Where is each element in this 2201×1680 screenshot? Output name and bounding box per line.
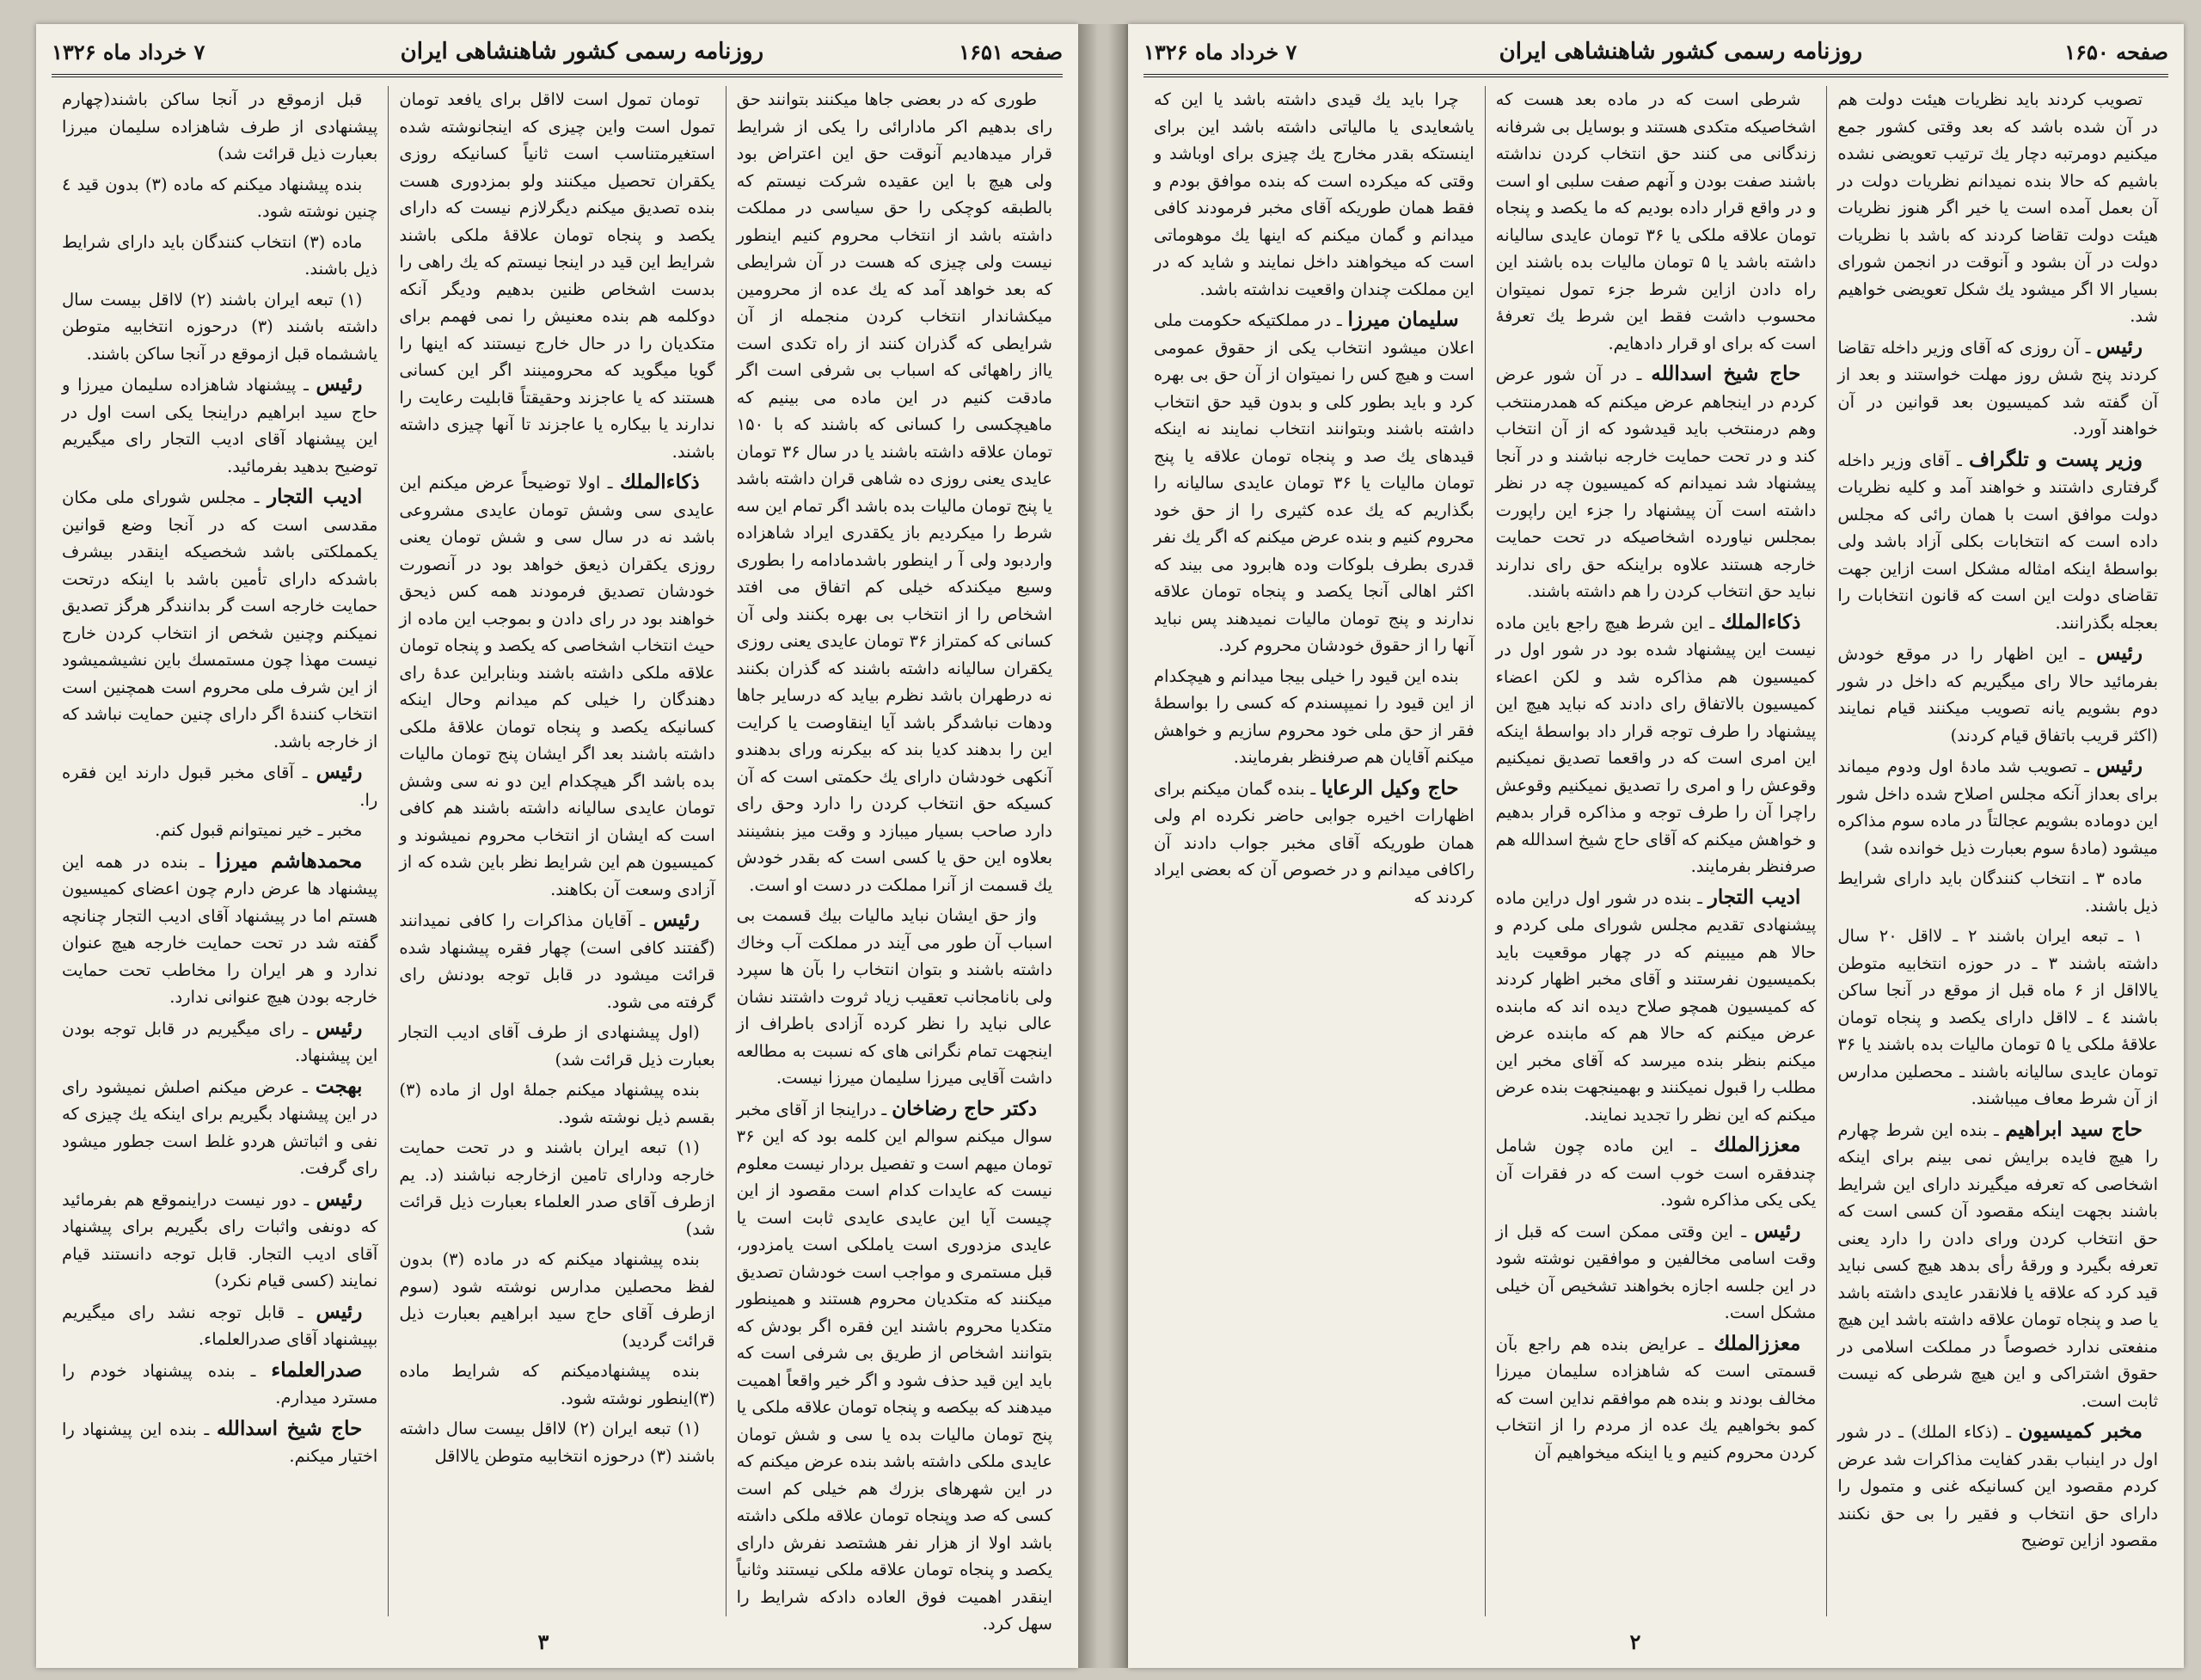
book-gutter xyxy=(1078,24,1128,1668)
speaker-name: ادیب التجار xyxy=(1707,885,1801,909)
body-paragraph: بنده پیشنهاد میکنم که ماده (۳) بدون قید ٤ چنین نوشته شود. xyxy=(62,174,378,221)
speech-text: (ذکاء الملك) ـ در شور اول در اینباب بقدر کفایت مذاکرات شد عرض کردم مقصود این کسانیکه غنی و متمول را دارای حق انتخاب و فقیر را بی حق نکنند مقصود ازاین توضیح xyxy=(1837,1422,2158,1550)
speech-paragraph xyxy=(62,758,377,813)
speaker-name: رئیس xyxy=(316,1015,363,1039)
left-column-2 xyxy=(388,86,725,1616)
speech-paragraph xyxy=(1837,1418,2158,1554)
speaker-dash: ـ xyxy=(296,375,316,395)
speaker-dash: ـ xyxy=(600,473,620,493)
speech-text: این شرط هیچ راجع باین ماده نیست این پیشنهاد شده بود در شور اول در کمیسیون هم مذاکره شد و لکن اعضاء کمیسیون بالاتفاق رای دادند که نباید هیچ این پیشنهاد را طرف توجه قرار داد بواسطهٔ اینکه این امری است که در واقعما تصدیق نمیکنیم وقوعش را و امری را تصدیق نمیکنیم وقوعش راچرا آن را طرف توجه و مذاکره قرار بدهیم و خواهش میکنم که آقای حاج شیخ اسدالله هم صرفنظر بفرمایند. xyxy=(1495,612,1817,876)
speaker-name: رئیس xyxy=(1754,1218,1801,1242)
left-page-title: روزنامه رسمی کشور شاهنشاهی ایران xyxy=(400,39,763,64)
speech-paragraph xyxy=(1837,446,2158,637)
speaker-dash: ـ xyxy=(2079,337,2097,358)
speech-text: بنده پیشنهاد خودم را مسترد میدارم. xyxy=(62,1360,378,1407)
right-footer-page-number: ۲ xyxy=(1629,1629,1641,1654)
body-paragraph: بنده این قیود را خیلی بیجا میدانم و هیچکدام از این قیود را نمیپسندم که کسی را بواسطهٔ فقر از حق ملی خود محروم سازیم و خواهش میکنم آقایان هم صرفنظر بفرمایند. xyxy=(1153,665,1474,767)
speech-paragraph xyxy=(1154,775,1474,911)
speaker-name: رئیس xyxy=(2096,754,2143,777)
speech-text: عرایض بنده هم راجع بآن قسمتی است که شاهزاده سلیمان میرزا مخالف بودند و بنده هم موافقم نداین است که کمو بخواهیم یك عده از مردم را از انتخاب کردن محروم کنیم و یا اینکه میخواهیم آن xyxy=(1495,1334,1817,1462)
speaker-dash: ـ xyxy=(1949,450,1970,470)
speech-text: آن روزی که آقای وزیر داخله تقاضا کردند پنج شش روز مهلت خواستند و بعد از آن گفته شد کمیسیون بعد قوانین در آن خواهند آورد. xyxy=(1837,337,2158,438)
body-paragraph: ماده ۳ ـ انتخاب کنندگان باید دارای شرایط ذیل باشند. xyxy=(1837,868,2158,916)
speech-text: بنده این پیشنهاد را اختیار میکنم. xyxy=(62,1419,378,1466)
speaker-dash: ـ xyxy=(1627,365,1652,384)
speaker-dash: ـ xyxy=(187,851,216,872)
body-paragraph: چرا باید یك قیدی داشته باشد یا این که یاشعایدی یا مالیاتی داشته باشد این برای اینستکه بقدر مخارج یك چیزی برای اوباشد و وقتی که میکرده است که بنده موافق بودم و فقط همان طوریکه آقای مخبر فرمودند کافی میدانم و گمان میکنم که اینها یك موهوماتی است که میخواهند داخل نمایند و شاید که در این مملکت چندان واقعیت نداشته باشد. xyxy=(1153,89,1474,299)
right-column-2 xyxy=(1485,86,1827,1616)
speech-text: در آن شور عرض کردم در اینجاهم عرض میکنم که همدرمنتخب وهم درمنتخب باید قیدشود که از آن انتخاب کند و در تحت حمایت خارجه نباشند و در آنجا پیشنهاد شد نمیدانم که کمیسیون چه در نظر داشته است آن پیشنهاد را جزء این راپورت بمجلس نیاورده اشخاصیکه در تحت حمایت خارجه هستند علاوه براینکه حق رای ندارند نباید حق انتخاب کردن را هم داشته باشند. xyxy=(1495,365,1817,601)
speaker-name: مخبر کمیسیون xyxy=(2018,1419,2143,1443)
speech-paragraph xyxy=(62,371,377,480)
speaker-dash: ـ xyxy=(196,1419,217,1439)
speech-paragraph xyxy=(62,1015,377,1070)
speaker-name: رئیس xyxy=(653,908,700,931)
speaker-dash: ـ xyxy=(294,1018,316,1039)
speech-text: این اظهار را در موقع خودش بفرمائید حالا رای میگیریم که داخل در شور دوم بشویم یانه تصویب میکنند قیام نمایند (اکثر قریب باتفاق قیام کردند) xyxy=(1837,644,2158,745)
right-page-columns xyxy=(1143,86,2168,1616)
speech-text: دراینجا از آقای مخبر سوال میکنم سوالم این کلمه بود که این ۳۶ تومان میهم است و تفصیل بردار نیست معلوم نیست که عایدات کدام است مقصود از این چیست آیا این عایدی عایدی ثابت است یا عایدی مزدوری است یاملکی است یامزدور، قبل مستمری و مواجب است خودشان تصدیق میکنند که متکدیان محروم هستند و همینطور متکدیا محروم باشند این فقره اگر بودش که بتوانند اشخاص از طریق بی شرفی است که باید این قید حذف شود و اگر خیر واقعاً اهمیت میدهند که بیکصه و پنجاه تومان علاقه ملکی یا پنج تومان مالیات بده یا سی و شش تومان عایدی ملکی داشته باشد بنده عرض میکنم که در این شهرهای بزرك هم خیلی کم است کسی که صد وپنجاه تومان علاقه ملکی داشته باشد اولا از هزار نفر هشتصد نفرش دارای یکصد و پنجاه تومان علاقه ملکی نیستند وثانیاً اینقدر اهمیت فوق العاده دادکه شرایط را سهل کرد. xyxy=(736,1099,1053,1634)
speech-text: این وقتی ممکن است که قبل از وقت اسامی مخالفین و موافقین نوشته شود در این جلسه اجازه بخواهند تشخیص آن خیلی مشکل است. xyxy=(1495,1221,1817,1322)
body-paragraph: (۱) تبعه ایران (۲) لااقل بیست سال داشته باشند (۳) درحوزه انتخابیه متوطن یالااقل xyxy=(399,1419,715,1466)
speaker-name: رئیس xyxy=(316,1186,363,1211)
speaker-dash: ـ xyxy=(294,1076,316,1097)
speaker-name: وزیر پست و تلگراف xyxy=(1969,447,2143,471)
speech-paragraph xyxy=(1496,1217,1817,1327)
speaker-dash: ـ xyxy=(1702,612,1721,633)
body-paragraph: بنده پیشنهاد میکنم که در ماده (۳) بدون لفظ محصلین مدارس نوشته شود (سوم ازطرف آقای حاج سید ابراهیم بعبارت ذیل قرائت گردید) xyxy=(399,1249,715,1351)
left-footer-page-number: ۳ xyxy=(537,1629,549,1654)
speaker-dash: ـ xyxy=(2076,757,2097,776)
left-page-date: ۷ خرداد ماه ۱۳۲۶ xyxy=(52,39,205,64)
body-paragraph: (۱) تبعه ایران باشند و در تحت حمایت خارجه ودارای تامین ازخارجه نباشند (د. یم ازطرف آقای صدر العلماء بعبارت ذیل قرائت شد) xyxy=(399,1137,715,1239)
speaker-dash: ـ xyxy=(1987,1119,2006,1140)
speech-text: پیشنهاد شاهزاده سلیمان میرزا و حاج سید ابراهیم دراینجا یکی است اول در این پیشنهاد آقای ادیب التجار رای میگیریم توضیح بدهید بفرمائید. xyxy=(62,375,378,476)
speech-paragraph xyxy=(399,469,714,903)
speaker-name: حاج شیخ اسدالله xyxy=(1651,362,1801,385)
body-paragraph: (۱) تبعه ایران باشند (۲) لااقل بیست سال داشته باشند (۳) درحوزه انتخابیه متوطن یاششماه قبل ازموقع در آنجا ساکن باشند. xyxy=(62,289,378,364)
speaker-name: ذکاءالملك xyxy=(619,470,700,494)
speaker-name: صدرالعلماء xyxy=(271,1358,363,1382)
speech-paragraph xyxy=(62,848,377,1011)
speech-paragraph xyxy=(62,483,377,755)
speaker-name: رئیس xyxy=(2096,641,2143,665)
left-page-columns xyxy=(52,86,1063,1634)
speaker-dash: ـ xyxy=(1673,1136,1714,1156)
speech-paragraph xyxy=(1154,306,1474,659)
right-page-title: روزنامه رسمی کشور شاهنشاهی ایران xyxy=(1499,39,1862,64)
speaker-dash: ـ xyxy=(296,1189,316,1210)
speaker-dash: ـ xyxy=(285,1302,316,1322)
speech-paragraph xyxy=(62,1186,377,1295)
speaker-name: حاج وکیل الرعایا xyxy=(1321,776,1459,800)
body-paragraph: بنده پیشنهادمیکنم که شرایط ماده (۳)اینطور نوشته شود. xyxy=(399,1361,715,1408)
speech-text: اولا توضیحاً عرض میکنم این عایدی سی وشش تومان عایدی مشروعی باشد نه در سال سی و شش تومان یعنی روزی یکقران ذیعق خواهد بود در آنصورت خودشان تصدیق فرمودند همه کس ذیحق خواهند بود در رای دادن و بموجب این ماده از حیث انتخاب اشخاصی که یکصد و پنجاه تومان علاقه ملکی داشته باشند وبنابراین عدهٔ رای دهندگان را خیلی کم میدانم وحال اینکه کسانیکه یکصد و پنجاه تومان علاقهٔ ملکی داشته باشند بعد اگر ایشان پنج تومان مالیات بده باشد اگر هیچکدام این دو نه سی وشش تومان عایدی سالیانه داشته باشند هم کافی است که ایشان از انتخاب محروم نمیشوند و کمیسیون هم این شرایط نظر باین شده که از آزادی وسعت آن بکاهند. xyxy=(399,473,715,899)
speaker-dash: ـ xyxy=(876,1099,892,1119)
body-paragraph: قبل ازموقع در آنجا ساکن باشند(چهارم پیشنهادی از طرف شاهزاده سلیمان میرزا بعبارت ذیل قرائت شد) xyxy=(62,89,378,163)
speaker-dash: ـ xyxy=(631,911,653,930)
speech-paragraph xyxy=(62,1357,377,1412)
speaker-name: رئیس xyxy=(2096,334,2143,359)
body-paragraph: بنده پیشنهاد میکنم جملهٔ اول از ماده (۳) بقسم ذیل نوشته شود. xyxy=(399,1080,715,1127)
speech-text: بنده در شور اول دراین ماده پیشنهادی تقدیم مجلس شورای ملی کردم و حالا هم میبینم که در چهار موقعیت باید بکمیسیون نفرستند و آقای مخبر اظهار کردند که کمیسیون همچو صلاح دیده اند که مابنده عرض میکنم که حالا هم که مابنده عرض میکنم بنظر بنده میرسد که آقای مخبر این مطلب را قبول نمیکنند و بهمینجهت بنده عرض میکنم که این نظر را تجدید نمایند. xyxy=(1495,887,1817,1125)
right-column-3 xyxy=(1143,86,1485,1616)
body-paragraph: مخبر ـ خیر نمیتوانم قبول کنم. xyxy=(155,820,363,840)
body-paragraph: تصویب کردند باید نظریات هیئت دولت هم در آن شده باشد که بعد وقتی کشور جمع میکنیم دومرتبه دچار یك ترتیب تعویضی نشده باشیم که حالا بنده نمیدانم نظریات دولت در آن بعمل آمده است یا خیر اگر هنوز نظریات هیئت دولت تقاضا کردند که باشد با نظریات دولت در آن بشود و آنوقت در انجمن شورای بسیار الا اگر میشود یك شکل تعویضی خواهیم شد. xyxy=(1837,89,2158,326)
speech-text: مجلس شورای ملی مکان مقدسی است که در آنجا وضع قوانین یکمملکتی باشد شخصیکه اینقدر بیشرف باشدکه دارای تأمین باشد با اینکه درتحت حمایت خارجه است گر بدانندگر هرگز تصدیق نمیکنم وچنین شخص از انتخاب کردن خارج نیست مهذا چون مستمسك باین نشیشمیشود از این شرف ملی محروم است همچنین است انتخاب کنندهٔ اگر دارای چنین حمایت نباشد که از خارجه باشد. xyxy=(62,487,378,751)
speech-text: بنده در همه این پیشنهاد ها عرض دارم چون اعضای کمیسیون هستم اما در پیشنهاد آقای ادیب التجار چنانچه گفته شد در تحت حمایت خارجه هیچ عنوان ندارد و هر ایران را مخاطب تحت حمایت خارجه بودن هیچ عنوانی ندارد. xyxy=(62,851,378,1007)
speech-text: آقای وزیر داخله گرفتاری داشتند و خواهند آمد و کلیه نظریات دولت موافق است با همان رائی که مجلس داده است که انتخابات بکلی آزاد باشد ولی بواسطهٔ اینکه امثاله مشکل است ازاین جهت تقاضای دولت این است که قانون انتخابات را بعجله بگذرانند. xyxy=(1837,450,2158,633)
left-page xyxy=(36,24,1078,1668)
speech-text: این ماده چون شامل چندفقره است خوب است که در فقرات آن یکی یکی مذاکره شود. xyxy=(1495,1136,1817,1210)
speaker-dash: ـ xyxy=(246,487,268,507)
speaker-name: ذکاءالملك xyxy=(1720,610,1801,634)
speaker-dash: ـ xyxy=(1998,1422,2019,1442)
left-column-3 xyxy=(52,86,388,1616)
speech-paragraph xyxy=(1837,334,2158,443)
speaker-dash: ـ xyxy=(1688,1334,1714,1354)
speech-text: آقای مخبر قبول دارند این فقره را. xyxy=(62,763,378,810)
right-column-1 xyxy=(1826,86,2168,1616)
left-column-1 xyxy=(726,86,1063,1634)
speech-paragraph xyxy=(62,1415,377,1470)
speaker-name: حاج شیخ اسدالله xyxy=(216,1416,363,1440)
speech-paragraph xyxy=(1496,360,1817,605)
right-page-date: ۷ خرداد ماه ۱۳۲۶ xyxy=(1143,39,1297,64)
body-paragraph: ۱ ـ تبعه ایران باشند ۲ ـ لااقل ۲۰ سال داشته باشند ۳ ـ در حوزه انتخابیه متوطن یالااقل از ۶ ماه قبل از موقع در آنجا ساکن باشند ٤ ـ لااقل دارای یکصد و پنجاه تومان علاقهٔ ملکی یا ۵ تومان مالیات بده باشند یا ۳۶ تومان عایدی سالیانه باشند ـ محصلین مدارس از آن شرط معاف میباشند. xyxy=(1837,926,2159,1108)
speech-paragraph xyxy=(62,1298,377,1353)
speaker-name: رئیس xyxy=(316,372,363,395)
speaker-name: محمدهاشم میرزا xyxy=(215,849,363,873)
right-page-header xyxy=(1143,29,2168,77)
speech-paragraph xyxy=(399,906,714,1015)
speech-paragraph xyxy=(1837,640,2158,749)
speaker-dash: ـ xyxy=(1304,778,1321,799)
speaker-dash: ـ xyxy=(1331,310,1348,330)
body-paragraph: تومان تمول است لااقل برای یافعد تومان تمول است واین چیزی که اینجانوشته شده استغیرمتناسب است ثانیاً کسانیکه روزی یکقران تحصیل میکنند ولو بمزدوری هست بنده تصدیق میکنم دیگرلازم نیست که دارای یکصد و پنجاه تومان علاقهٔ ملکی باشند شرایط این قید در اینجا نیستم که یك راهی را بدست اشخاص ظنین بدهیم ودیگر آنکه دوکلمه هم بنده معنیش را نمی فهمم برای متکدیان را در حال خارج نیستند که اینها را گویا میگوید که محرومینند اگر این کسانی هستند که یا عاجزند وحقیقتاً قابلیت رعایت را ندارند یا بیکاره یا عاجزند تا آنها چیزی داشته باشند. xyxy=(399,89,715,462)
speech-paragraph xyxy=(1496,609,1817,880)
right-page xyxy=(1128,24,2184,1668)
speech-paragraph xyxy=(1496,1330,1817,1467)
speech-text: آقایان مذاکرات را کافی نمیدانند (گفتند کافی است) چهار فقره پیشنهاد شده قرائت میشود در قابل توجه بودنش رای گرفته می شود. xyxy=(399,911,715,1012)
speaker-name: سلیمان میرزا xyxy=(1347,308,1459,331)
speaker-dash: ـ xyxy=(235,1360,272,1381)
speaker-dash: ـ xyxy=(1732,1221,1755,1242)
body-paragraph: (اول پیشنهادی از طرف آقای ادیب التجار بعبارت ذیل قرائت شد) xyxy=(399,1022,715,1070)
speech-text: رای میگیریم در قابل توجه بودن این پیشنهاد. xyxy=(62,1018,378,1065)
body-paragraph: واز حق ایشان نباید مالیات بیك قسمت بی اسباب آن طور می آیند در مملکت آب وخاك داشته باشند و بتوان انتخاب را بآن ها سپرد ولی بانامجانب تعقیب زیاد ثروت داشتند نشان عالی نباید را نظر کرده آزادی باطراف از اینجهت تمام نگرانی های که نسبت به مطالعه داشت آقایی میرزا سلیمان میرزا نیست. xyxy=(736,905,1052,1088)
body-paragraph: طوری که در بعضی جاها میکنند بتوانند حق رای بدهیم اکر مادارائی را یکی از شرایط قرار میدهادیم آنوقت حق این اعتراض بود ولی هیچ با این عقیده شرکت نیستم که بالطبقه کوچکی را حق سیاسی در مملکت داشته باشد از انتخاب محروم کنیم اینطور نیست ولی چیزی که هست در آن شرایطی که بعد خواهد آمد که یك عده از محرومین میکشاندار انتخاب کردن منجمله از آن شرایطی که گذران کنند از راه تکدی است یااز راههائی که اسباب بی شرفی است اگر مادقت کنیم در این ماده می بینیم که ماهیچکسی را کسانی که باشند که با ۱۵۰ تومان علاقه داشته باشند یا در سال ۳۶ تومان عایدی یعنی روزی ده شاهی قران داشته باشد یا پنج تومان مالیات بده باشد اگر تمام این سه شرط را میکردیم باز یکقدری ایراد شاهزاده واردبود ولی آ ر اینطور باشدمادامه را بطوری وسیع میکندکه خیلی کم اتفاق می افتد اشخاص را از انتخاب بی بهره بکنند ولی آن کسانی که کمتراز ۳۶ تومان عایدی یعنی روزی یکقران سالیانه داشته باشند که گذران بکنند نه درطهران باشد نظرم بیاید که درسایر جاها ودهات نباشدگر باشد آیا اینقاوصت یا کرایت این را بدهند کدیا بند که بیکرنه وراى بدهندو آنکهی خودشان دارای یك حکمتی است که آن کسیکه حق انتخاب کردن را دارد وحق رای دارد صاحب بسیار میبازد و وقت میز بنشینند بعلاوه این حق یا کسی است که بقدر خودش یك قسمت از آنرا مملکت در دست او است. xyxy=(736,89,1053,895)
speech-text: قابل توجه نشد رای میگیریم بپیشنهاد آقای صدرالعلماء. xyxy=(62,1302,378,1349)
left-page-header xyxy=(52,29,1063,77)
speaker-name: بهجت xyxy=(315,1074,363,1098)
speaker-name: ادیب التجار xyxy=(267,485,363,508)
speaker-name: دکتر حاج رضاخان xyxy=(892,1096,1037,1120)
speech-text: دور نیست دراینموقع هم بفرمائید که دونفی واثبات رای بگیریم برای پیشنهاد آقای ادیب التجار. قابل توجه دانستند قیام نمایند (کسی قیام نکرد) xyxy=(62,1189,378,1291)
right-page-number: صفحه ۱۶۵۰ xyxy=(2064,39,2168,64)
speaker-name: معززالملك xyxy=(1714,1133,1801,1156)
speech-text: در مملکتیکه حکومت ملی اعلان میشود انتخاب یکی از حقوق عمومی است و هیچ کس را نمیتوان از آن حق بی بهره کرد و باید بطور کلی و بدون قید حق انتخاب داشته باشند وبتوانند انتخاب نمایند نه اینکه قیدهای یك صد و پنجاه تومان علاقه یا پنج تومان مالیات یا ۳۶ تومان عایدی سالیانه را بگذاریم که یك عده کثیری را از حق خود محروم کنیم و بنده عرض میکنم که اگر یك نفر قدری بطرف بلوکات وده هابرود می بیند که اکثر اهالی آنجا یکصد و پنجاه تومان علاقه ندارند و پنج تومان مالیات نمیدهند پس نباید آنها را از حقوق خودشان محروم کرد. xyxy=(1153,310,1474,655)
left-page-number: صفحه ۱۶۵۱ xyxy=(959,39,1063,64)
speech-text: عرض میکنم اصلش نمیشود رای در این پیشنهاد بگیریم برای اینکه یك چیزی که نفی و اثباتش هردو غلط است جطور میشود رای گرفت. xyxy=(62,1076,378,1178)
speech-text: تصویب شد مادهٔ اول ودوم میماند برای بعداز آنکه مجلس اصلاح شده داخل شور این دوماده بشویم عجالتاً در ماده سوم مذاکره میشود (مادهٔ سوم بعبارت ذیل خوانده شد) xyxy=(1837,757,2158,858)
speech-paragraph xyxy=(62,1073,377,1182)
speaker-dash: ـ xyxy=(2067,644,2097,664)
speaker-name: حاج سید ابراهیم xyxy=(2005,1117,2143,1141)
speech-text: بنده گمان میکنم برای اظهارات اخیره جوابی حاضر نکرده ام ولی همان طوریکه آقای مخبر جواب دادند آن راکافی میدانم و در خصوص آن که بعضی ایراد کردند که xyxy=(1153,778,1474,907)
speech-paragraph xyxy=(1837,1116,2158,1415)
speech-paragraph xyxy=(1837,752,2158,861)
speaker-name: رئیس xyxy=(316,760,363,783)
speaker-dash: ـ xyxy=(293,763,316,782)
body-paragraph: ماده (۳) انتخاب کنندگان باید دارای شرایط ذیل باشند. xyxy=(62,231,378,279)
speaker-name: رئیس xyxy=(316,1299,363,1323)
speech-paragraph xyxy=(1496,884,1817,1129)
speech-paragraph xyxy=(1496,1131,1817,1214)
speaker-dash: ـ xyxy=(1691,887,1708,908)
speaker-name: معززالملك xyxy=(1714,1331,1801,1355)
speech-text: بنده این شرط چهارم را هیچ فایده برایش نمی بینم برای اینکه اشخاصی که تعرفه میگیرند دارای این شرایط باشند بجهت اینکه مقصود آن کسی است که حق انتخاب کردن وراى دادن را دارد یعنی تعرفه بگیرد و ورقهٔ رأی بدهد هیچ کسی نباید قید کرد که علاقه یا فلانقدر عایدی داشته باشد یا صد و پنجاه تومان علاقه داشته باشد این هیچ منفعتی ندارد خصوصاً در مملکت اسلامی در حقوق اشتراکی و این هیچ شرطی که نیست ثابت است. xyxy=(1837,1119,2158,1411)
speech-paragraph xyxy=(737,1095,1052,1638)
body-paragraph: شرطی است که در ماده بعد هست که اشخاصیکه متکدی هستند و بوسایل بی شرفانه زندگانی می کنند حق انتخاب کردن نداشته باشند صفت بودن و آنهم صفت سلبی او است و در واقع قرار داده بودیم که ما یکصد و پنجاه تومان علاقه ملکی یا ۳۶ تومان عایدی سالیانه داشته باشد یا ۵ تومان مالیات بده باشند این راه دادن ازاین شرط جزء تمول نمیتوان محسوب داشت فقط این شرط یك تعرفهٔ است که برای او قرار دادهایم. xyxy=(1495,89,1817,353)
